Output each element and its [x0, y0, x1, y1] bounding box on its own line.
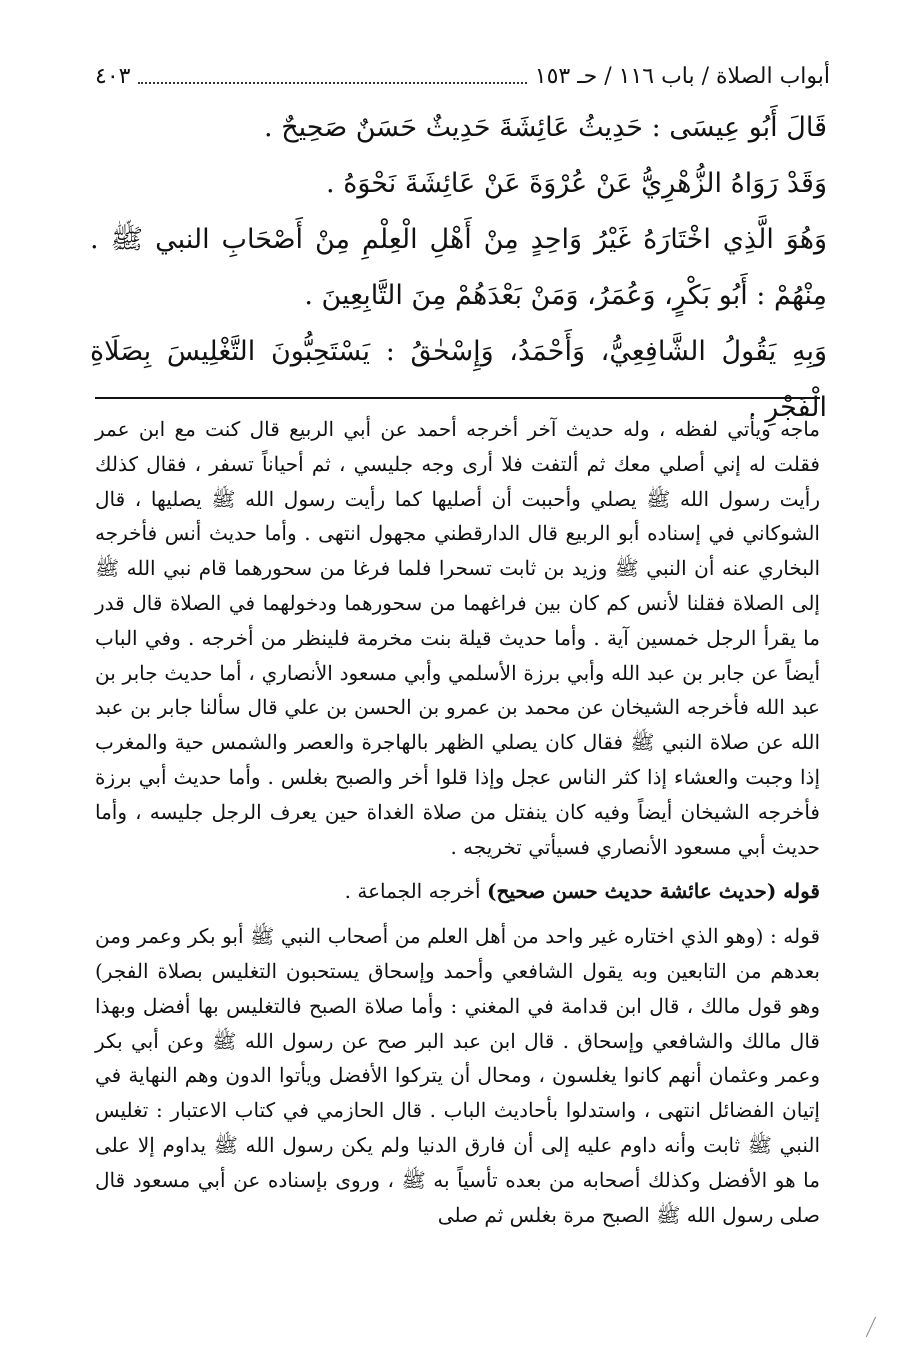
hadith-line: قَالَ أَبُو عِيسَى : حَدِيثُ عَائِشَةَ حَدِيثٌ حَسَنٌ صَحِيحٌ .: [264, 112, 827, 143]
commentary-sentence: أخرجه الجماعة .: [344, 879, 481, 904]
separator-rule: [95, 397, 820, 399]
commentary-sentence: وهو قول مالك ، قال ابن قدامة في المغني : وأما صلاة الصبح فالتغليس بها أفضل وبهذا قال مالك والشافعي وإسحاق . قال ابن عبد البر صح عن رسول الله ﷺ وعن أبي بكر وعمر وعثمان أنهم كانوا يغلسون ، ومحال أن يتركوا الأفضل ويأتوا الدون وهم النهاية في إتيان الفضائل انتهى ، واستدلوا بأحاديث الباب . قال الحازمي في كتاب الاعتبار : تغليس النبي ﷺ ثابت وأنه داوم عليه إلى أن فارق الدنيا ولم يكن رسول الله ﷺ يداوم إلا على ما هو الأفضل وكذلك أصحابه من بعده تأسياً به ﷺ ، وروى بإسناده عن أبي مسعود قال صلى رسول الله ﷺ الصبح مرة بغلس ثم صلى: [95, 993, 820, 1227]
commentary-text: [95, 412, 820, 1232]
scan-mark: [866, 1317, 885, 1342]
commentary-paragraph: [95, 874, 820, 909]
hadith-text: [90, 100, 827, 436]
quoted-phrase: قوله (حديث عائشة حديث حسن صحيح): [486, 879, 820, 904]
quoted-phrase: (وهو الذي اختاره غير واحد من أهل العلم من أصحاب النبي ﷺ أبو بكر وعمر ومن بعدهم من التابعين وبه يقول الشافعي وأحمد وإسحاق يستحبون التغليس بصلاة الفجر): [95, 924, 820, 983]
hadith-line: وَهُوَ الَّذِي اخْتَارَهُ غَيْرُ وَاحِدٍ مِنْ أَهْلِ الْعِلْمِ مِنْ أَصْحَابِ النبي ﷺ . مِنْهُمْ : أَبُو بَكْرٍ، وَعُمَرُ، وَمَنْ بَعْدَهُمْ مِنَ التَّابِعِينَ .: [90, 224, 827, 311]
chapter-reference: أبواب الصلاة / باب ١١٦ / حـ ١٥٣: [534, 64, 830, 89]
commentary-lead: قوله :: [770, 924, 821, 949]
hadith-line: وَقَدْ رَوَاهُ الزُّهْرِيُّ عَنْ عُرْوَةَ عَنْ عَائِشَةَ نَحْوَهُ .: [326, 168, 827, 199]
dotted-leader: [138, 81, 526, 84]
commentary-paragraph: ماجه ويأتي لفظه ، وله حديث آخر أخرجه أحمد عن أبي الربيع قال كنت مع ابن عمر فقلت له إني أصلي معك ثم ألتفت فلا أرى وجه جليسي ، ثم أحياناً تسفر ، فقال كذلك رأيت رسول الله ﷺ يصلي وأحببت أن أصليها كما رأيت رسول الله ﷺ يصليها ، قال الشوكاني في إسناده أبو الربيع قال الدارقطني مجهول انتهى . وأما حديث أنس فأخرجه البخاري عنه أن النبي ﷺ وزيد بن ثابت تسحرا فلما فرغا من سحورهما قام نبي الله ﷺ إلى الصلاة فقلنا لأنس كم كان بين فراغهما من سحورهما ودخولهما في الصلاة قال قدر ما يقرأ الرجل خمسين آية . وأما حديث قيلة بنت مخرمة فلينظر من أخرجه . وفي الباب أيضاً عن جابر بن عبد الله وأبي برزة الأسلمي وأبي مسعود الأنصاري ، أما حديث جابر بن عبد الله فأخرجه الشيخان عن محمد بن عمرو بن الحسن بن علي قال سألنا جابر بن عبد الله عن صلاة النبي ﷺ فقال كان يصلي الظهر بالهاجرة والعصر والشمس حية والمغرب إذا وجبت والعشاء إذا كثر الناس عجل وإذا قلوا أخر والصبح بغلس . وأما حديث أبي برزة فأخرجه الشيخان أيضاً وفيه كان ينفتل من صلاة الغداة حين يعرف الرجل جليسه ، وأما حديث أبي مسعود الأنصاري فسيأتي تخريجه .: [95, 417, 820, 859]
running-header: [95, 52, 830, 92]
commentary-paragraph: [95, 919, 820, 1232]
page-number: ٤٠٣: [95, 64, 131, 89]
hadith-line: وَبِهِ يَقُولُ الشَّافِعِيُّ، وَأَحْمَدُ، وَإِسْحٰقُ : يَسْتَحِبُّونَ التَّغْلِيسَ بِصَلَاةِ الْفَجْرِ .: [90, 336, 827, 423]
